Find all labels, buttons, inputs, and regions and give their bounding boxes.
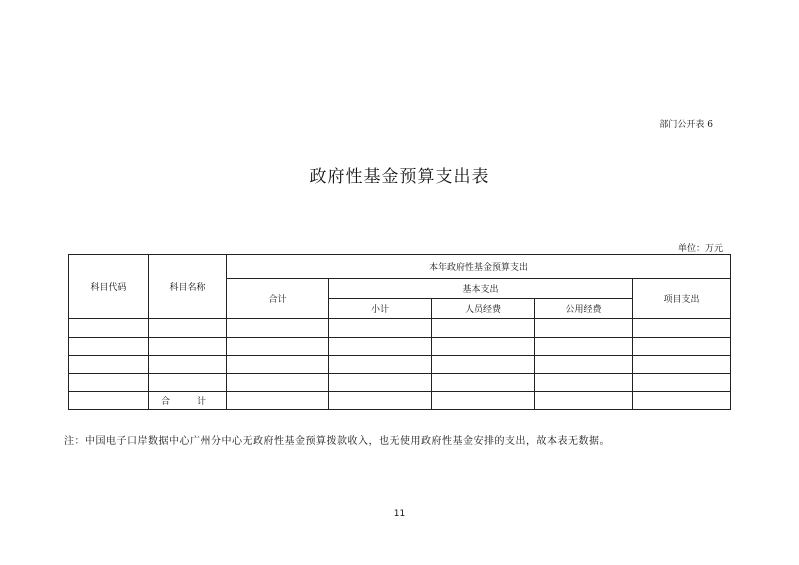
table-row [69, 355, 731, 373]
header-basic-expenditure: 基本支出 [329, 279, 633, 299]
footnote: 注：中国电子口岸数据中心广州分中心无政府性基金预算拨款收入，也无使用政府性基金安排的支出，故本表无数据。 [64, 436, 610, 447]
table-row [69, 319, 731, 337]
form-number: 部门公开表 6 [659, 120, 713, 130]
total-label-char-2: 计 [196, 396, 206, 407]
total-row-label [149, 391, 227, 409]
header-annual-expenditure: 本年政府性基金预算支出 [227, 255, 731, 279]
header-total: 合计 [227, 279, 329, 319]
budget-table [68, 254, 731, 410]
total-row [69, 391, 731, 409]
header-subject-name: 科目名称 [149, 255, 227, 319]
page-title: 政府性基金预算支出表 [309, 167, 490, 187]
header-personnel-expenses: 人员经费 [432, 299, 535, 319]
total-label-char-1: 合 [161, 396, 171, 407]
page-number: 11 [393, 509, 406, 519]
header-subtotal: 小计 [329, 299, 432, 319]
header-subject-code: 科目代码 [69, 255, 149, 319]
unit-label: 单位：万元 [677, 244, 723, 254]
table-row [69, 373, 731, 391]
header-public-expenses: 公用经费 [535, 299, 633, 319]
header-project-expenditure: 项目支出 [633, 279, 731, 319]
table-row [69, 337, 731, 355]
